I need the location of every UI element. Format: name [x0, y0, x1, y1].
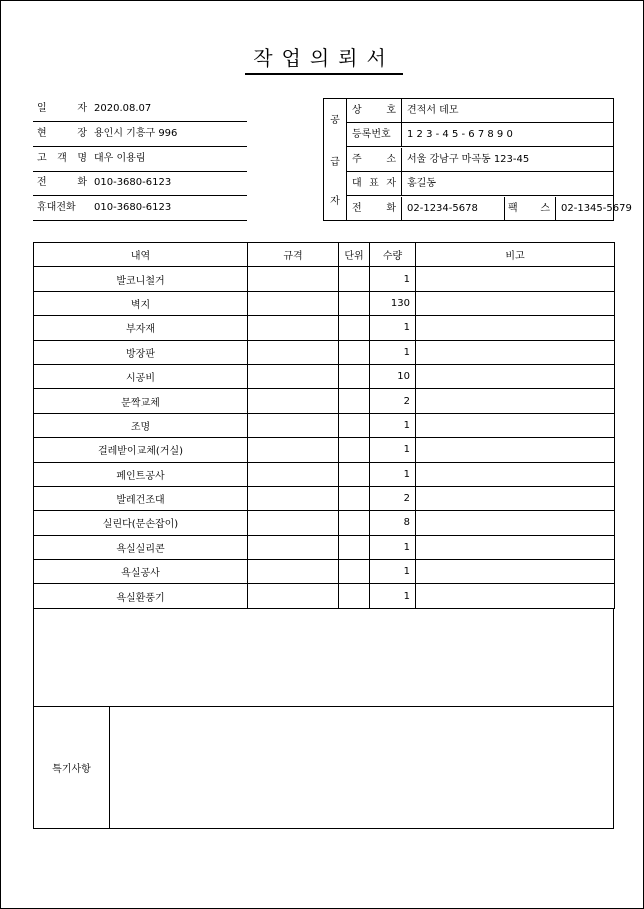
cell-qty: 2 [370, 389, 416, 413]
cell-note [416, 389, 615, 413]
client-info-label [37, 196, 87, 220]
label-char: 대 [352, 178, 362, 190]
cell-unit [339, 316, 370, 340]
cell-note [416, 291, 615, 315]
cell-item: 실린다(문손잡이) [34, 511, 248, 535]
cell-item: 방장판 [34, 340, 248, 364]
cell-unit [339, 413, 370, 437]
supplier-row [347, 148, 613, 172]
cell-spec [248, 389, 339, 413]
cell-unit [339, 560, 370, 584]
supplier-fax-label [504, 197, 554, 220]
supplier-value: 견적서 데모 [407, 105, 459, 116]
label-char: 호 [386, 105, 396, 116]
cell-qty: 1 [370, 340, 416, 364]
table-row [34, 340, 615, 364]
supplier-label [347, 123, 402, 146]
supplier-row [347, 123, 613, 147]
label-char: 일 [37, 103, 47, 114]
client-info-value: 010-3680-6123 [94, 202, 172, 213]
table-row [34, 535, 615, 559]
supplier-side-label [324, 99, 347, 220]
cell-spec [248, 316, 339, 340]
cell-note [416, 340, 615, 364]
cell-note [416, 584, 615, 608]
client-info-label [37, 122, 87, 146]
cell-item: 걸레받이교체(거실) [34, 438, 248, 462]
cell-unit [339, 291, 370, 315]
label-char: 소 [386, 153, 396, 165]
cell-spec [248, 267, 339, 291]
table-row [34, 486, 615, 510]
cell-item: 욕실공사 [34, 560, 248, 584]
client-info-row [33, 196, 247, 221]
cell-note [416, 535, 615, 559]
client-info-row [33, 122, 247, 147]
client-info-row [33, 171, 247, 196]
label-char: 주 [352, 153, 362, 165]
blank-area [33, 608, 614, 707]
cell-item: 문짝교체 [34, 389, 248, 413]
cell-unit [339, 486, 370, 510]
header-item: 내역 [34, 243, 248, 267]
cell-item: 부자재 [34, 316, 248, 340]
items-table [33, 242, 615, 609]
header-note: 비고 [416, 243, 615, 267]
client-info-value: 2020.08.07 [94, 103, 152, 114]
table-row [34, 462, 615, 486]
cell-note [416, 462, 615, 486]
cell-item: 발레건조대 [34, 486, 248, 510]
supplier-value: 서울 강남구 마곡동 123-45 [407, 153, 530, 165]
cell-qty: 130 [370, 291, 416, 315]
client-info-value: 용인시 기흥구 996 [94, 128, 178, 139]
cell-item: 벽지 [34, 291, 248, 315]
label-char: 휴대전화 [37, 202, 76, 213]
table-row [34, 291, 615, 315]
supplier-fax-value: 02-1345-5679 [561, 202, 632, 214]
label-char: 고 [37, 153, 47, 164]
cell-qty: 1 [370, 316, 416, 340]
supplier-value: 1 2 3 - 4 5 - 6 7 8 9 0 [407, 129, 513, 141]
notes-section [33, 706, 614, 829]
supplier-side-char: 급 [330, 157, 340, 168]
client-info-row [33, 97, 247, 122]
supplier-label [347, 148, 402, 171]
label-char: 자 [386, 178, 396, 190]
cell-spec [248, 511, 339, 535]
cell-unit [339, 462, 370, 486]
label-char: 객 [57, 153, 67, 164]
table-row [34, 267, 615, 291]
cell-spec [248, 535, 339, 559]
supplier-label [347, 172, 402, 195]
cell-qty: 1 [370, 438, 416, 462]
cell-qty: 1 [370, 413, 416, 437]
client-info-value: 대우 이용림 [94, 153, 146, 164]
page-title: 작업의뢰서 [245, 43, 403, 75]
cell-unit [339, 267, 370, 291]
cell-spec [248, 486, 339, 510]
label-char: 전 [352, 202, 362, 214]
label-char: 팩 [508, 202, 518, 214]
supplier-value: 홍길동 [407, 178, 436, 190]
cell-note [416, 413, 615, 437]
cell-spec [248, 413, 339, 437]
cell-item: 시공비 [34, 364, 248, 388]
supplier-row [347, 99, 613, 123]
cell-unit [339, 340, 370, 364]
label-char: 화 [77, 177, 87, 188]
label-char: 전 [37, 177, 47, 188]
table-header-row [34, 243, 615, 267]
header-spec: 규격 [248, 243, 339, 267]
supplier-row [347, 197, 632, 221]
cell-item: 조명 [34, 413, 248, 437]
cell-item: 욕실실리콘 [34, 535, 248, 559]
label-char: 상 [352, 105, 362, 116]
table-row [34, 316, 615, 340]
supplier-box [323, 98, 632, 221]
cell-qty: 1 [370, 535, 416, 559]
supplier-value: 02-1234-5678 [407, 202, 478, 214]
cell-unit [339, 389, 370, 413]
cell-spec [248, 462, 339, 486]
cell-qty: 1 [370, 584, 416, 608]
cell-spec [248, 560, 339, 584]
table-row [34, 560, 615, 584]
cell-note [416, 267, 615, 291]
cell-item: 욕실환풍기 [34, 584, 248, 608]
cell-note [416, 511, 615, 535]
table-row [34, 584, 615, 608]
cell-spec [248, 340, 339, 364]
label-char: 장 [77, 128, 87, 139]
cell-divider [555, 197, 556, 220]
client-info-row [33, 147, 247, 172]
cell-unit [339, 535, 370, 559]
label-char: 자 [77, 103, 87, 114]
table-row [34, 413, 615, 437]
client-info-label [37, 147, 87, 171]
cell-spec [248, 364, 339, 388]
cell-qty: 10 [370, 364, 416, 388]
cell-qty: 8 [370, 511, 416, 535]
label-char: 등록번호 [352, 129, 391, 141]
client-info-value: 010-3680-6123 [94, 177, 172, 188]
cell-spec [248, 584, 339, 608]
cell-qty: 1 [370, 560, 416, 584]
supplier-label [347, 99, 402, 122]
label-char: 명 [77, 153, 87, 164]
label-char: 현 [37, 128, 47, 139]
cell-qty: 2 [370, 486, 416, 510]
label-char: 표 [369, 178, 379, 190]
supplier-label [347, 197, 402, 220]
notes-label: 특기사항 [34, 707, 110, 828]
client-info-label [37, 171, 87, 195]
cell-spec [248, 438, 339, 462]
cell-item: 발코니철거 [34, 267, 248, 291]
cell-note [416, 316, 615, 340]
notes-content[interactable] [111, 707, 613, 828]
client-info-label [37, 97, 87, 121]
cell-unit [339, 584, 370, 608]
table-row [34, 389, 615, 413]
cell-unit [339, 438, 370, 462]
header-qty: 수량 [370, 243, 416, 267]
supplier-side-char: 공 [330, 115, 340, 126]
cell-qty: 1 [370, 267, 416, 291]
cell-note [416, 438, 615, 462]
table-row [34, 364, 615, 388]
label-char: 화 [386, 202, 396, 214]
supplier-row [347, 172, 613, 196]
supplier-side-char: 자 [330, 196, 340, 207]
cell-note [416, 560, 615, 584]
header-unit: 단위 [339, 243, 370, 267]
table-row [34, 438, 615, 462]
label-char: 스 [540, 202, 550, 214]
cell-qty: 1 [370, 462, 416, 486]
table-row [34, 511, 615, 535]
cell-note [416, 364, 615, 388]
cell-note [416, 486, 615, 510]
cell-unit [339, 511, 370, 535]
cell-unit [339, 364, 370, 388]
cell-item: 페인트공사 [34, 462, 248, 486]
cell-spec [248, 291, 339, 315]
